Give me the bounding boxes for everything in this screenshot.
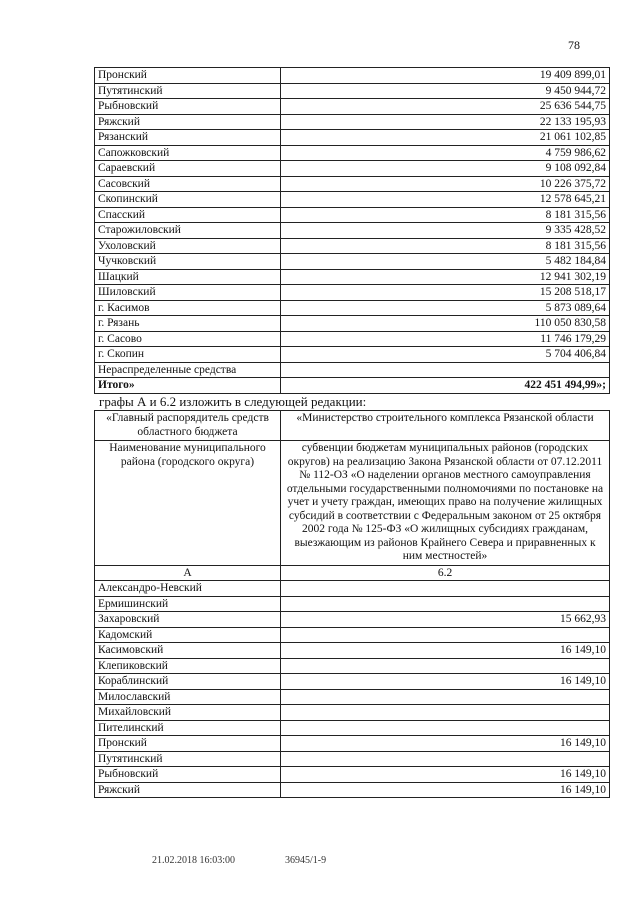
amount-cell	[281, 658, 610, 674]
total-row	[95, 378, 610, 394]
amount-cell: 5 873 089,64	[281, 300, 610, 316]
table-row	[95, 767, 610, 783]
amount-cell: 11 746 179,29	[281, 331, 610, 347]
header-row-subvention	[95, 441, 610, 566]
district-name-cell: Ухоловский	[95, 238, 281, 254]
amendment-table	[94, 410, 610, 798]
table-row	[95, 83, 610, 99]
amount-cell: 16 149,10	[281, 674, 610, 690]
table-row	[95, 269, 610, 285]
amount-cell: 5 482 184,84	[281, 254, 610, 270]
table-row	[95, 238, 610, 254]
district-name-cell: г. Касимов	[95, 300, 281, 316]
district-name-cell: Сапожковский	[95, 145, 281, 161]
amount-cell: 9 450 944,72	[281, 83, 610, 99]
table-row	[95, 223, 610, 239]
table-row	[95, 720, 610, 736]
total-label: Итого»	[95, 378, 281, 394]
amount-cell: 19 409 899,01	[281, 68, 610, 84]
amount-cell: 10 226 375,72	[281, 176, 610, 192]
amount-cell: 8 181 315,56	[281, 238, 610, 254]
district-name-cell: Ермишинский	[95, 596, 281, 612]
table-row	[95, 130, 610, 146]
amount-cell: 25 636 544,75	[281, 99, 610, 115]
amount-cell: 12 578 645,21	[281, 192, 610, 208]
district-name-cell: Сараевский	[95, 161, 281, 177]
table-row	[95, 658, 610, 674]
amount-cell: 16 149,10	[281, 736, 610, 752]
district-name-cell: Ряжский	[95, 114, 281, 130]
district-name-cell: Пронский	[95, 68, 281, 84]
amount-cell: 21 061 102,85	[281, 130, 610, 146]
district-name-cell: Рязанский	[95, 130, 281, 146]
district-name-cell: Скопинский	[95, 192, 281, 208]
table-row	[95, 362, 610, 378]
table-row	[95, 705, 610, 721]
district-name-cell: Чучковский	[95, 254, 281, 270]
table-row	[95, 99, 610, 115]
table-row	[95, 176, 610, 192]
table-row	[95, 347, 610, 363]
total-value: 422 451 494,99»;	[281, 378, 610, 394]
amount-cell	[281, 689, 610, 705]
amount-cell	[281, 705, 610, 721]
footer-doc-id: 36945/1-9	[285, 855, 327, 866]
header-ministry: «Министерство строительного комплекса Рязанской области	[281, 411, 610, 441]
amendment-intro: графы А и 6.2 изложить в следующей редакции:	[99, 394, 367, 409]
district-name-cell: Кораблинский	[95, 674, 281, 690]
footer-timestamp: 21.02.2018 16:03:00	[152, 855, 236, 866]
table-row	[95, 736, 610, 752]
district-name-cell: Сасовский	[95, 176, 281, 192]
table-row	[95, 316, 610, 332]
district-name-cell: Ряжский	[95, 782, 281, 798]
table-row	[95, 643, 610, 659]
district-name-cell: Старожиловский	[95, 223, 281, 239]
district-name-cell: Спасский	[95, 207, 281, 223]
amount-cell	[281, 581, 610, 597]
amount-cell: 22 133 195,93	[281, 114, 610, 130]
district-name-cell: Пителинский	[95, 720, 281, 736]
header-subvention-description: субвенции бюджетам муниципальных районов (городских округов) на реализацию Закона Рязанской области от 07.12.2011 № 112-ОЗ «О наделении органов местного самоуправления отдельными государственными полномочиями по постановке на учет и учету граждан, имеющих право на получение жилищных субсидий в соответствии с Федеральным законом от 25 октября 2002 года № 125-ФЗ «О жилищных субсидиях гражданам, выезжающим из районов Крайнего Севера и приравненных к ним местностей»	[281, 441, 610, 566]
table-row	[95, 114, 610, 130]
table-row	[95, 612, 610, 628]
amount-cell: 16 149,10	[281, 767, 610, 783]
column-code-6-2: 6.2	[281, 565, 610, 581]
district-name-cell: Касимовский	[95, 643, 281, 659]
amount-cell: 16 149,10	[281, 643, 610, 659]
table-row	[95, 627, 610, 643]
page-number: 78	[568, 38, 580, 52]
district-name-cell: г. Рязань	[95, 316, 281, 332]
table-row	[95, 68, 610, 84]
amount-cell	[281, 596, 610, 612]
budget-table-body	[95, 68, 610, 394]
column-code-a: А	[95, 565, 281, 581]
header-distributor-label: «Главный распорядитель средств областного бюджета	[95, 411, 281, 441]
district-name-cell: Клепиковский	[95, 658, 281, 674]
table-row	[95, 285, 610, 301]
header-district-label: Наименование муниципального района (городского округа)	[95, 441, 281, 566]
district-name-cell: Захаровский	[95, 612, 281, 628]
table-row	[95, 581, 610, 597]
amount-cell: 4 759 986,62	[281, 145, 610, 161]
table-row	[95, 300, 610, 316]
table-row	[95, 596, 610, 612]
district-name-cell: Путятинский	[95, 83, 281, 99]
table-row	[95, 145, 610, 161]
district-name-cell: Милославский	[95, 689, 281, 705]
district-name-cell: Нераспределенные средства	[95, 362, 281, 378]
amount-cell	[281, 720, 610, 736]
district-name-cell: Шацкий	[95, 269, 281, 285]
amount-cell	[281, 751, 610, 767]
district-name-cell: Рыбновский	[95, 99, 281, 115]
table-row	[95, 331, 610, 347]
district-name-cell: Михайловский	[95, 705, 281, 721]
column-codes-row	[95, 565, 610, 581]
amount-cell: 8 181 315,56	[281, 207, 610, 223]
table-row	[95, 689, 610, 705]
amount-cell: 9 335 428,52	[281, 223, 610, 239]
table-row	[95, 254, 610, 270]
district-name-cell: Путятинский	[95, 751, 281, 767]
table-row	[95, 751, 610, 767]
table-row	[95, 192, 610, 208]
budget-table-continued	[94, 67, 610, 394]
amount-cell: 16 149,10	[281, 782, 610, 798]
table-row	[95, 674, 610, 690]
amount-cell: 9 108 092,84	[281, 161, 610, 177]
district-name-cell: Шиловский	[95, 285, 281, 301]
district-name-cell: Александро-Невский	[95, 581, 281, 597]
district-name-cell: Пронский	[95, 736, 281, 752]
amount-cell: 12 941 302,19	[281, 269, 610, 285]
table-row	[95, 161, 610, 177]
amount-cell	[281, 362, 610, 378]
header-row-distributor	[95, 411, 610, 441]
amount-cell: 110 050 830,58	[281, 316, 610, 332]
table-row	[95, 207, 610, 223]
amount-cell: 15 662,93	[281, 612, 610, 628]
district-name-cell: г. Сасово	[95, 331, 281, 347]
district-name-cell: Рыбновский	[95, 767, 281, 783]
amount-cell: 15 208 518,17	[281, 285, 610, 301]
amendment-table-body	[95, 411, 610, 798]
table-row	[95, 782, 610, 798]
district-name-cell: Кадомский	[95, 627, 281, 643]
district-name-cell: г. Скопин	[95, 347, 281, 363]
amount-cell	[281, 627, 610, 643]
amount-cell: 5 704 406,84	[281, 347, 610, 363]
